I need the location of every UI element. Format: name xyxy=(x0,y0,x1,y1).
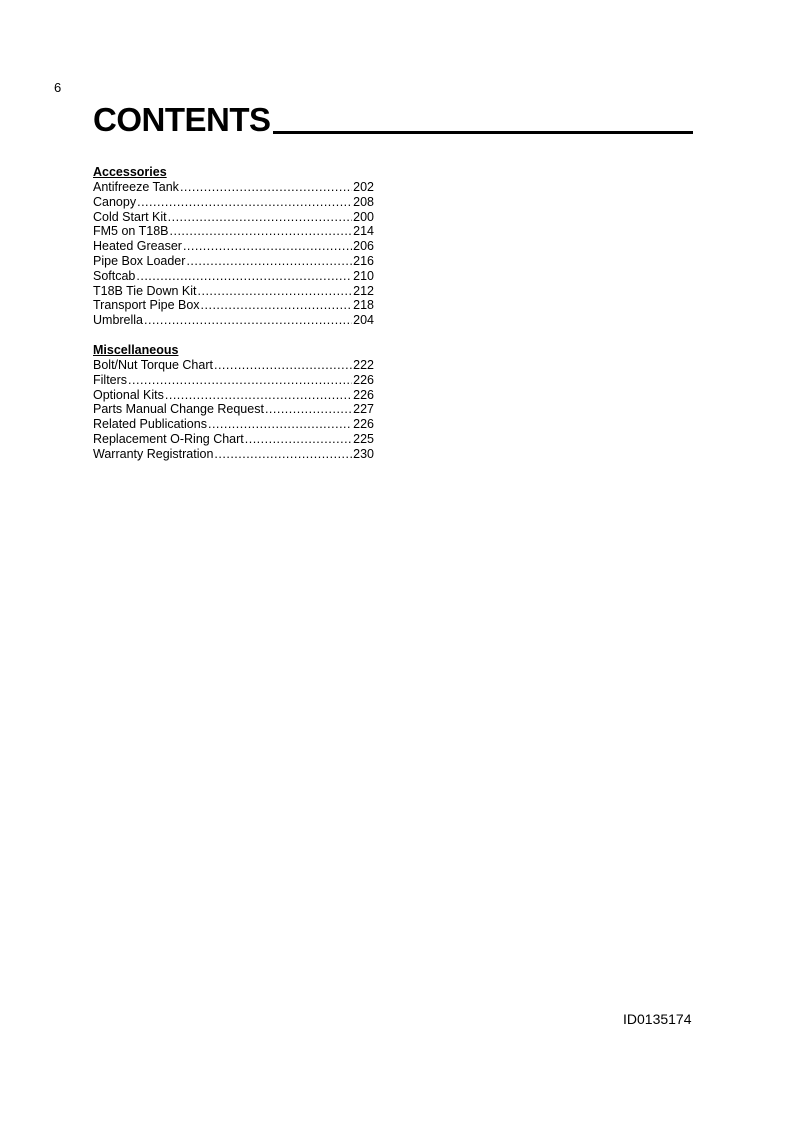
toc-entry[interactable] xyxy=(93,284,374,299)
dot-leader xyxy=(201,298,353,313)
entry-label: FM5 on T18B xyxy=(93,224,169,239)
page-number: 6 xyxy=(54,80,62,95)
entry-label: Pipe Box Loader xyxy=(93,253,186,268)
entry-label: Umbrella xyxy=(93,313,144,328)
dot-leader xyxy=(170,224,353,239)
page-title: CONTENTS xyxy=(93,101,271,138)
entry-label: Antifreeze Tank xyxy=(93,180,179,194)
entry-label: T18B Tie Down Kit xyxy=(93,283,197,298)
toc-entry[interactable] xyxy=(93,195,374,210)
dot-leader xyxy=(183,239,352,254)
toc-entry[interactable] xyxy=(93,239,374,254)
dot-leader xyxy=(136,269,352,284)
entry-label: Parts Manual Change Request xyxy=(93,402,264,417)
entry-page-number: 226 xyxy=(353,417,374,432)
entry-page-number: 230 xyxy=(353,446,374,461)
entry-label: Warranty Registration xyxy=(93,446,214,461)
toc-entry[interactable] xyxy=(93,298,374,313)
entry-page-number: 208 xyxy=(353,194,374,209)
section-heading[interactable]: Accessories xyxy=(93,165,167,179)
entry-label: Optional Kits xyxy=(93,387,164,402)
toc-entry[interactable] xyxy=(93,432,374,447)
title-underline-rule xyxy=(273,131,694,134)
entry-label: Replacement O-Ring Chart xyxy=(93,431,244,446)
dot-leader xyxy=(168,210,353,225)
dot-leader xyxy=(245,432,352,447)
entry-page-number: 216 xyxy=(353,253,374,268)
toc-entry[interactable] xyxy=(93,269,374,284)
dot-leader xyxy=(214,358,352,373)
entry-page-number: 227 xyxy=(353,402,374,417)
dot-leader xyxy=(165,388,352,403)
toc-entry[interactable] xyxy=(93,447,374,462)
entry-page-number: 214 xyxy=(353,224,374,239)
toc-entry[interactable] xyxy=(93,402,374,417)
dot-leader xyxy=(137,195,352,210)
title-row xyxy=(93,92,693,136)
entry-page-number: 222 xyxy=(353,357,374,372)
toc-entry[interactable] xyxy=(93,388,374,403)
dot-leader xyxy=(214,447,352,462)
toc-entry[interactable] xyxy=(93,373,374,388)
entry-label: Related Publications xyxy=(93,417,207,432)
entry-page-number: 226 xyxy=(353,372,374,387)
entry-label: Softcab xyxy=(93,268,136,283)
entry-page-number: 225 xyxy=(353,431,374,446)
toc-entry[interactable] xyxy=(93,417,374,432)
entry-label: Canopy xyxy=(93,194,137,209)
table-of-contents xyxy=(93,165,374,477)
dot-leader xyxy=(128,373,352,388)
toc-section-miscellaneous xyxy=(93,343,374,462)
entry-page-number: 226 xyxy=(353,387,374,402)
toc-section-accessories xyxy=(93,165,374,328)
entry-page-number: 204 xyxy=(353,313,374,328)
document-id: ID0135174 xyxy=(623,1011,692,1027)
toc-entry[interactable] xyxy=(93,180,374,195)
entry-page-number: 200 xyxy=(353,209,374,224)
entry-page-number: 210 xyxy=(353,268,374,283)
toc-entry[interactable] xyxy=(93,224,374,239)
entry-label: Cold Start Kit xyxy=(93,209,167,224)
dot-leader xyxy=(208,417,352,432)
entry-label: Heated Greaser xyxy=(93,239,182,254)
dot-leader xyxy=(186,254,352,269)
entry-page-number: 212 xyxy=(353,283,374,298)
toc-entry[interactable] xyxy=(93,313,374,328)
section-heading[interactable]: Miscellaneous xyxy=(93,342,179,357)
entry-page-number: 206 xyxy=(353,239,374,254)
dot-leader xyxy=(180,180,352,195)
entry-label: Filters xyxy=(93,372,128,387)
toc-entry[interactable] xyxy=(93,210,374,225)
dot-leader xyxy=(198,284,353,299)
entry-page-number: 202 xyxy=(353,180,374,194)
toc-entry[interactable] xyxy=(93,358,374,373)
dot-leader xyxy=(265,402,352,417)
dot-leader xyxy=(144,313,352,328)
entry-page-number: 218 xyxy=(353,298,374,313)
entry-label: Bolt/Nut Torque Chart xyxy=(93,357,213,372)
entry-label: Transport Pipe Box xyxy=(93,298,200,313)
toc-entry[interactable] xyxy=(93,254,374,269)
